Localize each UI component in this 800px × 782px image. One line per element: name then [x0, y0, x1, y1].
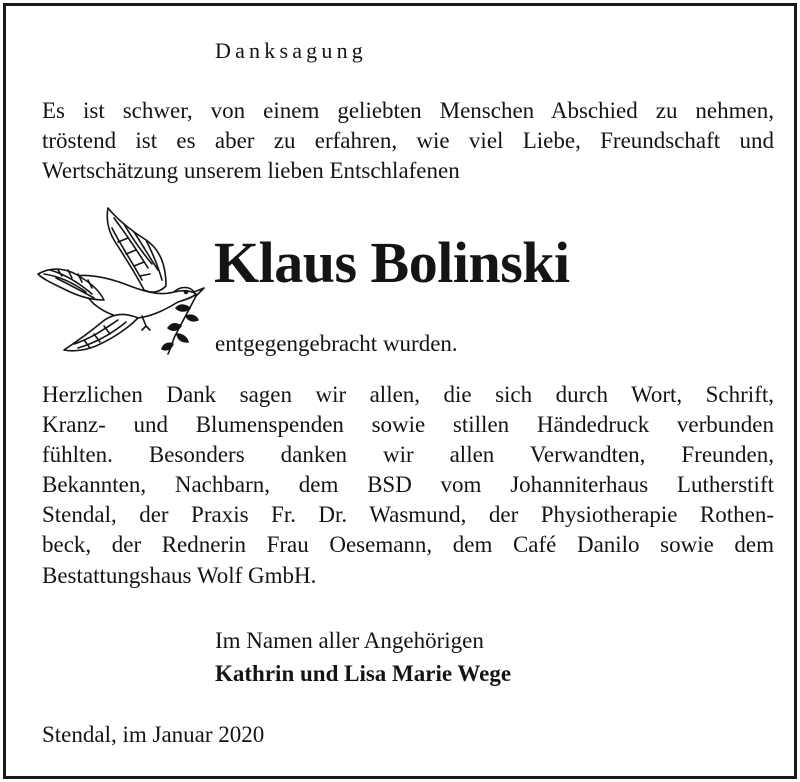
deceased-name: Klaus Bolinski	[214, 230, 570, 295]
thanks-line: Stendal, der Praxis Fr. Dr. Wasmund, der Physiotherapie Rothen-	[42, 502, 774, 528]
thanks-paragraph	[42, 380, 774, 591]
signers-names: Kathrin und Lisa Marie Wege	[215, 661, 512, 686]
place-and-date: Stendal, im Januar 2020	[42, 722, 265, 747]
thanks-line: Kranz- und Blumenspenden sowie stillen Händedruck verbunden	[42, 412, 774, 438]
intro-line: tröstend ist es aber zu erfahren, wie viel Liebe, Freundschaft und	[42, 128, 774, 153]
intro-line: Wertschätzung unserem lieben Entschlafenen	[42, 158, 460, 183]
on-behalf-line: Im Namen aller Angehörigen	[215, 628, 484, 653]
dove-with-olive-branch-icon	[34, 204, 206, 356]
intro-paragraph	[42, 96, 774, 186]
obituary-notice-frame	[3, 3, 797, 779]
thanks-line: fühlten. Besonders danken wir allen Verwandten, Freunden,	[42, 442, 774, 468]
thanks-line: Herzlichen Dank sagen wir allen, die sich durch Wort, Schrift,	[42, 382, 774, 407]
thanks-line: Bekannten, Nachbarn, dem BSD vom Johanniterhaus Lutherstift	[42, 472, 774, 498]
intro-line: Es ist schwer, von einem geliebten Menschen Abschied zu nehmen,	[42, 98, 774, 123]
thanks-line: beck, der Rednerin Frau Oesemann, dem Café Danilo sowie dem	[42, 532, 774, 558]
notice-heading: Danksagung	[215, 38, 367, 63]
name-continuation-text: entgegengebracht wurden.	[215, 331, 458, 356]
thanks-line: Bestattungshaus Wolf GmbH.	[42, 562, 317, 588]
